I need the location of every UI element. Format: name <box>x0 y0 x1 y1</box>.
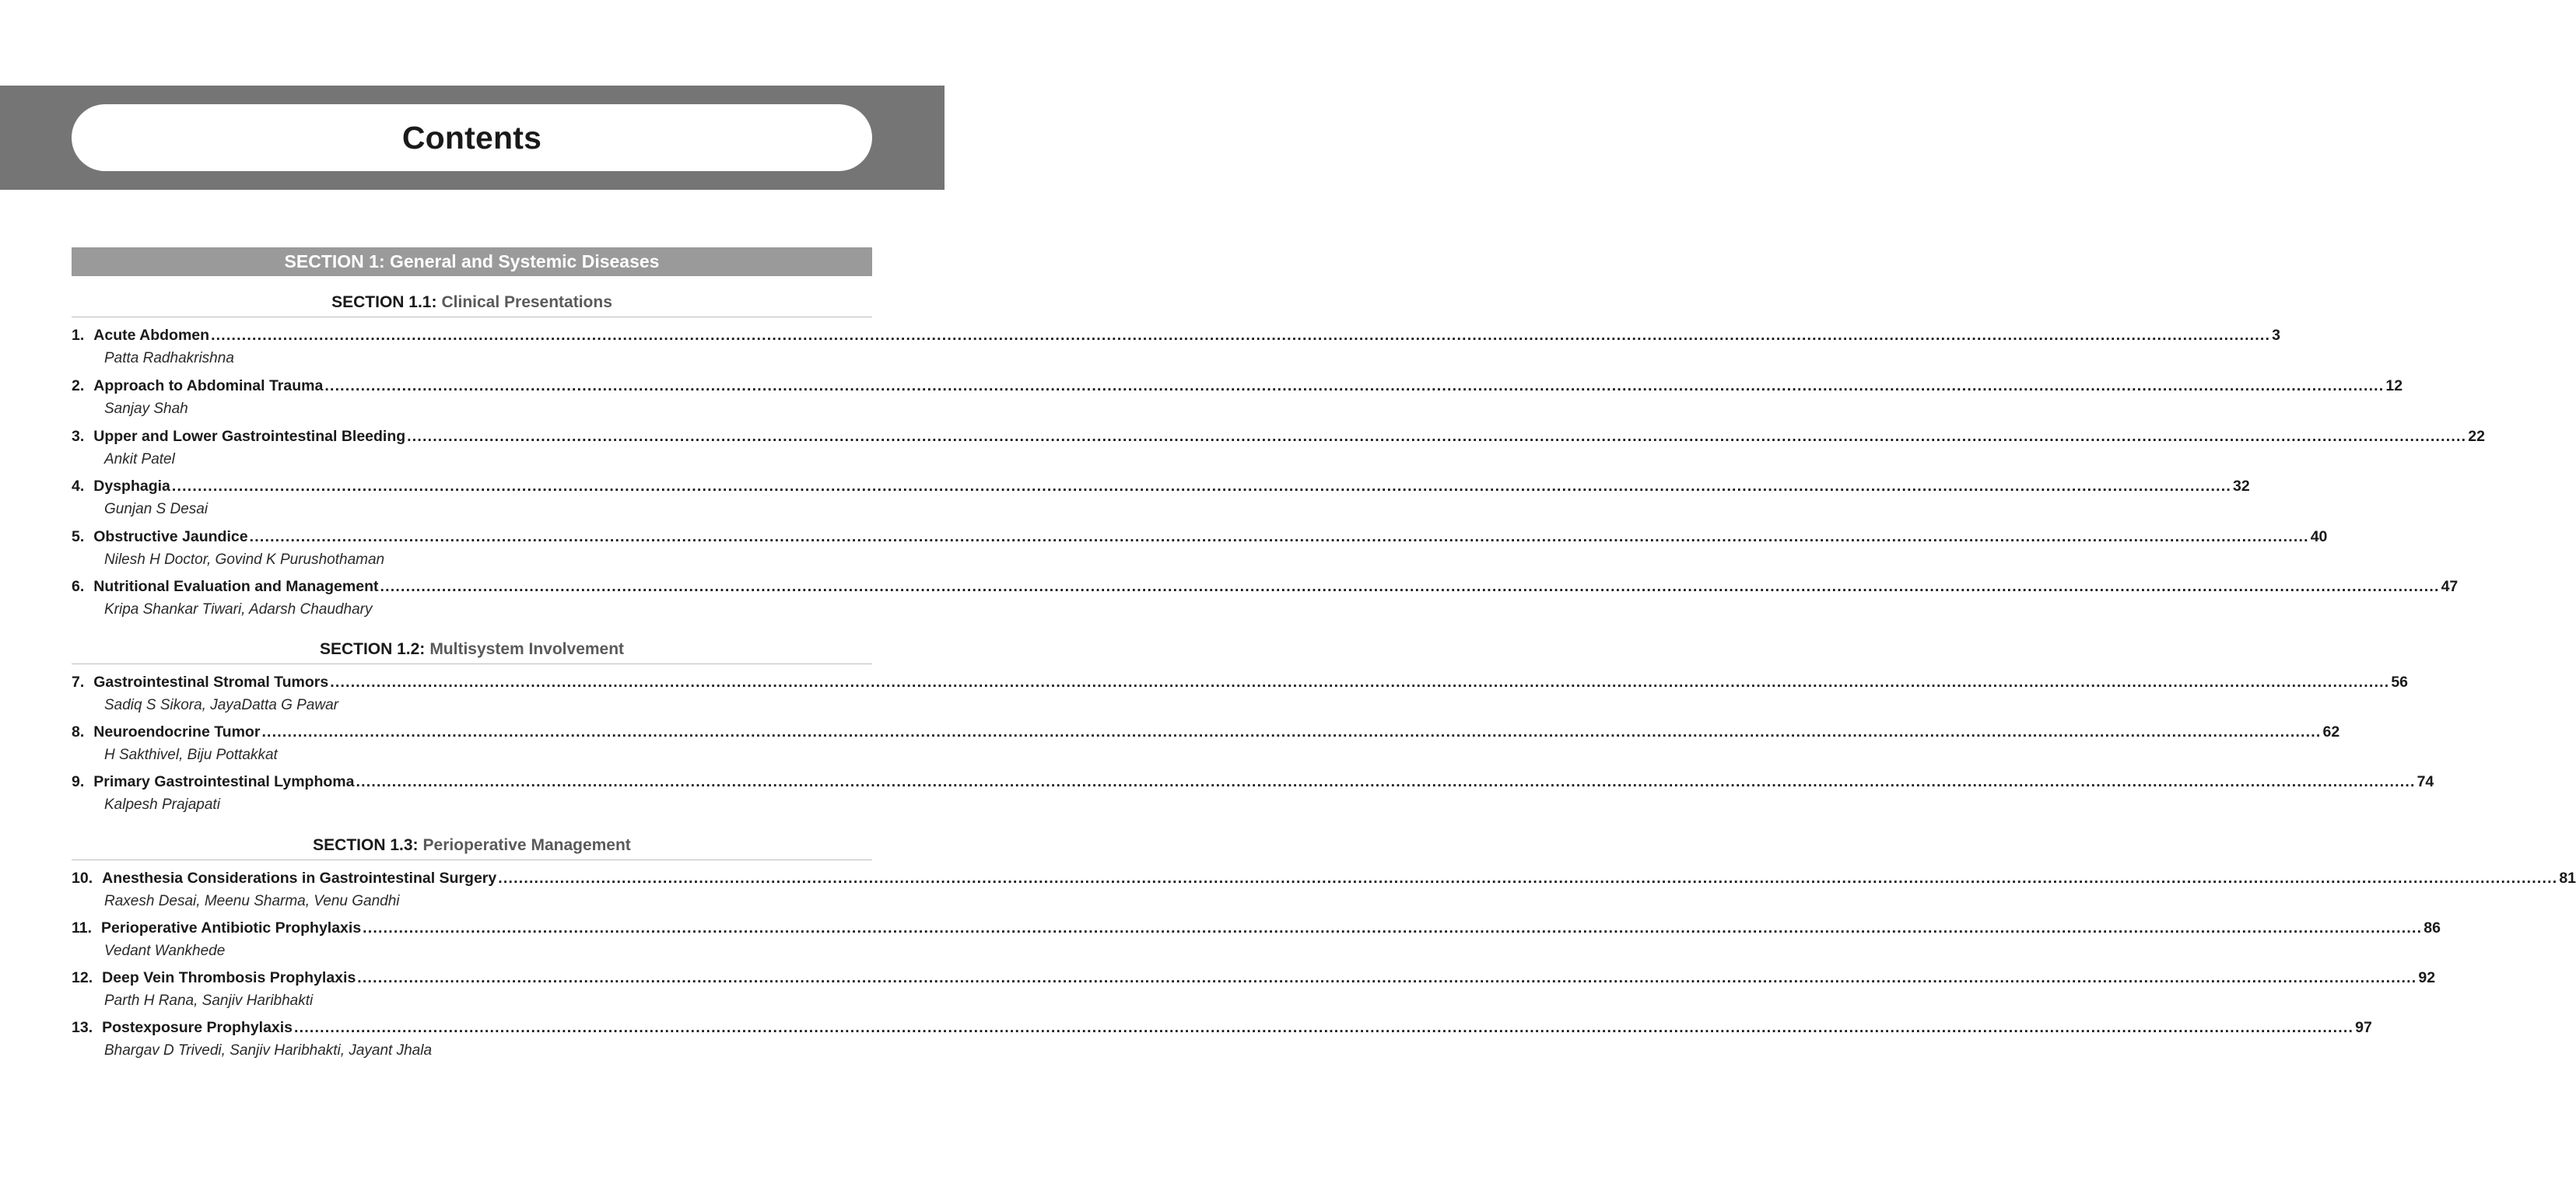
chapter-title[interactable]: Neuroendocrine Tumor <box>93 723 261 741</box>
chapter-number: 11. <box>72 919 93 937</box>
toc-entry-line <box>72 969 2436 991</box>
chapter-title[interactable]: Obstructive Jaundice <box>93 528 248 545</box>
subsection-name: Multisystem Involvement <box>429 639 625 658</box>
toc-entry-line <box>72 528 2328 550</box>
chapter-authors: Sanjay Shah <box>104 401 188 417</box>
subsection-heading <box>72 635 872 664</box>
toc-entry[interactable] <box>72 969 2436 1013</box>
chapter-authors: Sadiq S Sikora, JayaDatta G Pawar <box>104 697 338 713</box>
chapter-authors: Nilesh H Doctor, Govind K Purushothaman <box>104 551 385 568</box>
toc-entry[interactable] <box>72 674 2409 717</box>
section-heading: SECTION 1: General and Systemic Diseases <box>72 247 872 276</box>
toc-entry-line <box>72 773 2434 795</box>
chapter-number: 4. <box>72 478 85 495</box>
page-number[interactable]: 92 <box>2418 969 2436 986</box>
chapter-title[interactable]: Nutritional Evaluation and Management <box>93 578 379 595</box>
dot-leader: ................................................................................................................................................................................................................................................................................................................................................................................................................ <box>380 578 2440 595</box>
chapter-number: 1. <box>72 327 85 344</box>
dot-leader: ................................................................................................................................................................................................................................................................................................................................................................................................................ <box>324 377 2385 394</box>
page-number[interactable]: 32 <box>2232 478 2250 495</box>
dot-leader: ................................................................................................................................................................................................................................................................................................................................................................................................................ <box>330 674 2390 691</box>
chapter-authors: Gunjan S Desai <box>104 501 209 517</box>
subsection-number: SECTION 1.2: <box>319 639 426 658</box>
subsection-heading <box>72 831 872 860</box>
chapter-title[interactable]: Upper and Lower Gastrointestinal Bleeding <box>93 428 406 445</box>
page-number[interactable]: 74 <box>2417 773 2434 790</box>
page-number[interactable]: 86 <box>2424 919 2441 937</box>
chapter-title[interactable]: Acute Abdomen <box>93 327 210 344</box>
page-number[interactable]: 62 <box>2322 723 2340 741</box>
toc-entry[interactable] <box>72 478 2250 521</box>
chapter-title[interactable]: Primary Gastrointestinal Lymphoma <box>93 773 355 790</box>
chapter-number: 12. <box>72 969 93 986</box>
page-number[interactable]: 3 <box>2272 327 2281 344</box>
chapter-authors: Kripa Shankar Tiwari, Adarsh Chaudhary <box>104 601 373 618</box>
page-number[interactable]: 81 <box>2559 870 2576 887</box>
toc-entry[interactable] <box>72 578 2459 622</box>
toc-entry[interactable] <box>72 528 2328 572</box>
chapter-authors: Parth H Rana, Sanjiv Haribhakti <box>104 993 314 1009</box>
chapter-number: 8. <box>72 723 85 741</box>
chapter-number: 13. <box>72 1019 93 1036</box>
dot-leader: ................................................................................................................................................................................................................................................................................................................................................................................................................ <box>498 870 2558 887</box>
subsection-name: Perioperative Management <box>422 835 631 854</box>
toc-entry-line <box>72 674 2409 695</box>
toc-entry[interactable] <box>72 327 2281 370</box>
dot-leader: ................................................................................................................................................................................................................................................................................................................................................................................................................ <box>407 428 2467 445</box>
toc-entry[interactable] <box>72 919 2441 963</box>
page-number[interactable]: 40 <box>2310 528 2328 545</box>
toc-entry[interactable] <box>72 1019 2372 1063</box>
subsection-name: Clinical Presentations <box>441 292 612 311</box>
toc-entry-line <box>72 327 2281 348</box>
dot-leader: ................................................................................................................................................................................................................................................................................................................................................................................................................ <box>357 969 2417 986</box>
chapter-title[interactable]: Anesthesia Considerations in Gastrointestinal Surgery <box>102 870 497 887</box>
toc-entry-line <box>72 478 2250 499</box>
page-number[interactable]: 22 <box>2468 428 2485 445</box>
dot-leader: ................................................................................................................................................................................................................................................................................................................................................................................................................ <box>249 528 2309 545</box>
toc-entry[interactable] <box>72 773 2434 817</box>
toc-entry-line <box>72 1019 2372 1041</box>
toc-entry-line <box>72 723 2340 745</box>
chapter-number: 2. <box>72 377 85 394</box>
chapter-title[interactable]: Perioperative Antibiotic Prophylaxis <box>101 919 362 937</box>
toc-entry[interactable] <box>72 428 2485 471</box>
chapter-title[interactable]: Gastrointestinal Stromal Tumors <box>93 674 329 691</box>
chapter-number: 9. <box>72 773 85 790</box>
toc-entry-line <box>72 919 2441 941</box>
toc-entry-line <box>72 870 2576 891</box>
chapter-title[interactable]: Dysphagia <box>93 478 170 495</box>
toc-entry-line <box>72 578 2459 600</box>
dot-leader: ................................................................................................................................................................................................................................................................................................................................................................................................................ <box>171 478 2231 495</box>
toc-entry[interactable] <box>72 377 2403 421</box>
dot-leader: ................................................................................................................................................................................................................................................................................................................................................................................................................ <box>261 723 2322 741</box>
subsection-heading <box>72 288 872 317</box>
chapter-number: 7. <box>72 674 85 691</box>
dot-leader: ................................................................................................................................................................................................................................................................................................................................................................................................................ <box>356 773 2416 790</box>
dot-leader: ................................................................................................................................................................................................................................................................................................................................................................................................................ <box>211 327 2271 344</box>
page-title: Contents <box>401 119 542 156</box>
dot-leader: ................................................................................................................................................................................................................................................................................................................................................................................................................ <box>363 919 2423 937</box>
toc-entry[interactable] <box>72 870 2576 913</box>
dot-leader: ................................................................................................................................................................................................................................................................................................................................................................................................................ <box>294 1019 2354 1036</box>
page-number[interactable]: 47 <box>2441 578 2459 595</box>
toc-entry-line <box>72 377 2403 399</box>
chapter-authors: Bhargav D Trivedi, Sanjiv Haribhakti, Jayant Jhala <box>104 1042 433 1059</box>
chapter-authors: Patta Radhakrishna <box>104 350 234 366</box>
toc-entry[interactable] <box>72 723 2340 767</box>
chapter-title[interactable]: Postexposure Prophylaxis <box>102 1019 293 1036</box>
chapter-authors: Raxesh Desai, Meenu Sharma, Venu Gandhi <box>104 893 400 909</box>
chapter-number: 10. <box>72 870 93 887</box>
chapter-title[interactable]: Approach to Abdominal Trauma <box>93 377 324 394</box>
page-number[interactable]: 97 <box>2355 1019 2372 1036</box>
chapter-number: 6. <box>72 578 85 595</box>
page-number[interactable]: 12 <box>2385 377 2403 394</box>
title-banner <box>72 104 872 171</box>
toc-entry-line <box>72 428 2485 450</box>
page-number[interactable]: 56 <box>2391 674 2409 691</box>
chapter-number: 5. <box>72 528 85 545</box>
subsection-number: SECTION 1.1: <box>331 292 437 311</box>
chapter-authors: H Sakthivel, Biju Pottakkat <box>104 747 278 763</box>
chapter-authors: Kalpesh Prajapati <box>104 797 220 813</box>
subsection-number: SECTION 1.3: <box>313 835 419 854</box>
chapter-title[interactable]: Deep Vein Thrombosis Prophylaxis <box>102 969 356 986</box>
chapter-authors: Vedant Wankhede <box>104 943 226 959</box>
chapter-authors: Ankit Patel <box>104 451 175 467</box>
chapter-number: 3. <box>72 428 85 445</box>
